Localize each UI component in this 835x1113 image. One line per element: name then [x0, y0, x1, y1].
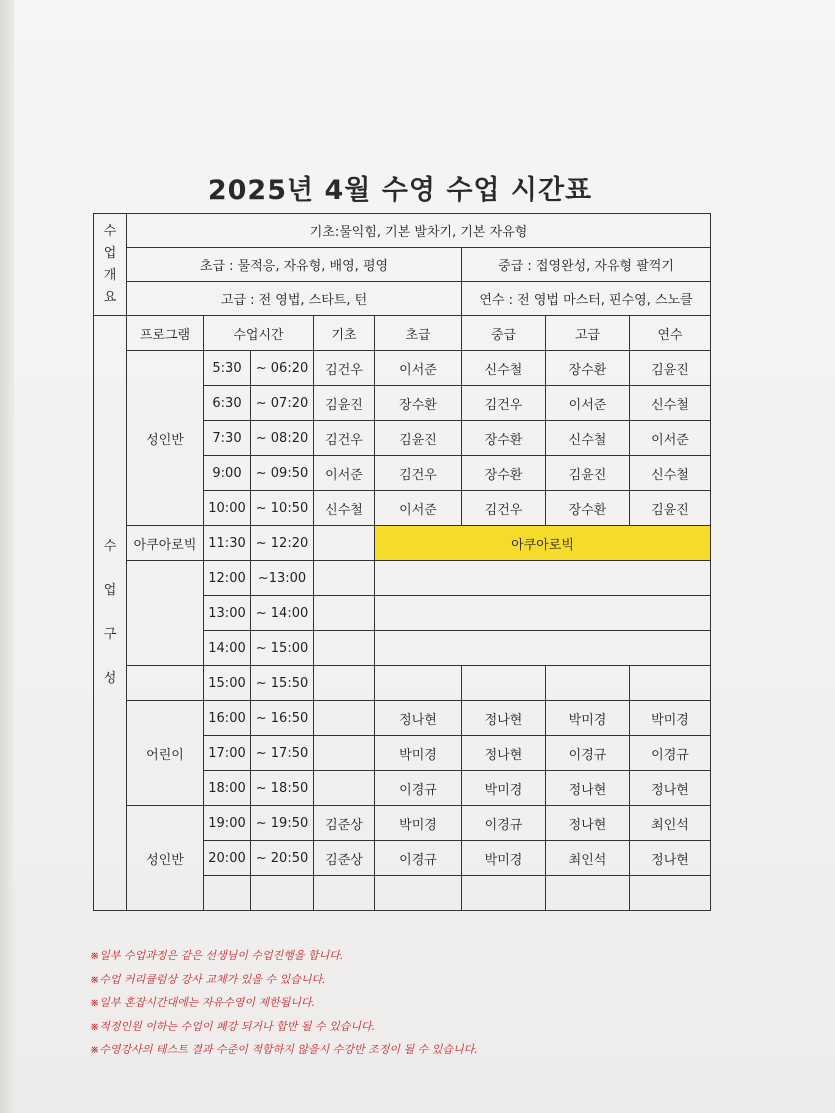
- instructor-cell: 김준상: [314, 841, 375, 876]
- empty-cell: [375, 666, 462, 701]
- time-end: ~ 06:20: [251, 351, 314, 386]
- instructor-cell: 최인석: [546, 841, 630, 876]
- instructor-cell: 신수철: [630, 456, 711, 491]
- overview-intermediate: 중급 : 접영완성, 자유형 팔꺽기: [462, 248, 711, 282]
- time-end: ~13:00: [251, 561, 314, 596]
- time-end: ~ 15:00: [251, 631, 314, 666]
- instructor-cell: 김윤진: [630, 491, 711, 526]
- table-row-empty: [94, 666, 711, 701]
- instructor-cell: 김준상: [314, 806, 375, 841]
- empty-cell: [630, 876, 711, 911]
- time-end: ~ 19:50: [251, 806, 314, 841]
- time-end: ~ 09:50: [251, 456, 314, 491]
- instructor-cell: 신수철: [546, 421, 630, 456]
- empty-cell: [375, 631, 711, 666]
- instructor-cell: 정나현: [546, 771, 630, 806]
- empty-cell: [314, 561, 375, 596]
- composition-side-label: 수 업 구 성: [94, 316, 127, 911]
- page-title: 2025년 4월 수영 수업 시간표: [207, 175, 593, 206]
- instructor-cell: 정나현: [546, 806, 630, 841]
- instructor-cell: 장수환: [546, 351, 630, 386]
- instructor-cell: 정나현: [630, 771, 711, 806]
- empty-cell: [375, 596, 711, 631]
- overview-training: 연수 : 전 영법 마스터, 핀수영, 스노클: [462, 282, 711, 316]
- overview-side-label: 수 업 개 요: [94, 214, 127, 316]
- instructor-cell: 박미경: [375, 736, 462, 771]
- empty-cell: [375, 876, 462, 911]
- instructor-cell: 김건우: [314, 421, 375, 456]
- instructor-cell: 이서준: [375, 491, 462, 526]
- instructor-cell: 최인석: [630, 806, 711, 841]
- overview-basic: 기초:물익힘, 기본 발차기, 기본 자유형: [127, 214, 711, 248]
- overview-advanced: 고급 : 전 영법, 스타트, 턴: [127, 282, 462, 316]
- overview-beginner: 초급 : 물적응, 자유형, 배영, 평영: [127, 248, 462, 282]
- instructor-cell: 이경규: [630, 736, 711, 771]
- instructor-cell: 박미경: [462, 841, 546, 876]
- empty-cell: [204, 876, 251, 911]
- instructor-cell: 김윤진: [375, 421, 462, 456]
- empty-cell: [462, 876, 546, 911]
- empty-cell: [630, 666, 711, 701]
- paper-edge: [0, 0, 14, 1113]
- instructor-cell: 장수환: [462, 456, 546, 491]
- header-basic: 기초: [314, 316, 375, 351]
- instructor-cell: 정나현: [462, 736, 546, 771]
- instructor-cell: 김윤진: [630, 351, 711, 386]
- overview-row-basic: [94, 214, 711, 248]
- header-beginner: 초급: [375, 316, 462, 351]
- header-time: 수업시간: [204, 316, 314, 351]
- table-row: [94, 701, 711, 736]
- notes-block: [90, 944, 478, 1062]
- time-end: ~ 20:50: [251, 841, 314, 876]
- note-line: ※수업 커리큘럼상 강사 교체가 있을 수 있습니다.: [90, 972, 326, 986]
- empty-cell: [314, 771, 375, 806]
- table-row-aqua: [94, 526, 711, 561]
- time-start: 5:30: [204, 351, 251, 386]
- instructor-cell: 박미경: [546, 701, 630, 736]
- instructor-cell: 김건우: [462, 491, 546, 526]
- instructor-cell: 이경규: [375, 841, 462, 876]
- empty-cell: [462, 666, 546, 701]
- instructor-cell: 신수철: [462, 351, 546, 386]
- header-row: [94, 316, 711, 351]
- program-adult-evening: 성인반: [127, 806, 204, 911]
- time-end: ~ 07:20: [251, 386, 314, 421]
- table-row-empty: [94, 561, 711, 596]
- time-start: 9:00: [204, 456, 251, 491]
- instructor-cell: 정나현: [375, 701, 462, 736]
- empty-cell: [314, 526, 375, 561]
- time-end: ~ 10:50: [251, 491, 314, 526]
- instructor-cell: 김건우: [314, 351, 375, 386]
- empty-cell: [314, 876, 375, 911]
- instructor-cell: 이서준: [375, 351, 462, 386]
- instructor-cell: 정나현: [630, 841, 711, 876]
- time-end: ~ 15:50: [251, 666, 314, 701]
- empty-cell: [314, 596, 375, 631]
- instructor-cell: 김윤진: [314, 386, 375, 421]
- time-start: 10:00: [204, 491, 251, 526]
- time-start: 16:00: [204, 701, 251, 736]
- empty-cell: [314, 736, 375, 771]
- instructor-cell: 장수환: [375, 386, 462, 421]
- table-row: [94, 806, 711, 841]
- time-start: 11:30: [204, 526, 251, 561]
- instructor-cell: 이경규: [462, 806, 546, 841]
- header-program: 프로그램: [127, 316, 204, 351]
- empty-cell: [314, 701, 375, 736]
- time-end: ~ 12:20: [251, 526, 314, 561]
- instructor-cell: 김건우: [462, 386, 546, 421]
- instructor-cell: 장수환: [546, 491, 630, 526]
- instructor-cell: 이서준: [314, 456, 375, 491]
- time-start: 7:30: [204, 421, 251, 456]
- empty-cell: [546, 666, 630, 701]
- time-start: 18:00: [204, 771, 251, 806]
- time-start: 17:00: [204, 736, 251, 771]
- instructor-cell: 신수철: [314, 491, 375, 526]
- empty-cell: [314, 666, 375, 701]
- aqua-highlight: 아쿠아로빅: [375, 526, 711, 561]
- header-intermediate: 중급: [462, 316, 546, 351]
- overview-row-3: [94, 282, 711, 316]
- instructor-cell: 박미경: [630, 701, 711, 736]
- time-start: 20:00: [204, 841, 251, 876]
- instructor-cell: 이경규: [546, 736, 630, 771]
- instructor-cell: 정나현: [462, 701, 546, 736]
- time-start: 13:00: [204, 596, 251, 631]
- program-empty: [127, 561, 204, 666]
- time-end: ~ 08:20: [251, 421, 314, 456]
- instructor-cell: 신수철: [630, 386, 711, 421]
- program-adult-morning: 성인반: [127, 351, 204, 526]
- instructor-cell: 이경규: [375, 771, 462, 806]
- time-end: ~ 14:00: [251, 596, 314, 631]
- instructor-cell: 이서준: [546, 386, 630, 421]
- time-start: 14:00: [204, 631, 251, 666]
- program-aqua: 아쿠아로빅: [127, 526, 204, 561]
- time-end: ~ 17:50: [251, 736, 314, 771]
- note-line: ※수영강사의 테스트 결과 수준이 적합하지 않을시 수강반 조정이 될 수 있습니다.: [90, 1043, 478, 1056]
- header-training: 연수: [630, 316, 711, 351]
- program-empty: [127, 666, 204, 701]
- time-start: 15:00: [204, 666, 251, 701]
- time-start: 19:00: [204, 806, 251, 841]
- instructor-cell: 이서준: [630, 421, 711, 456]
- instructor-cell: 김건우: [375, 456, 462, 491]
- program-children: 어린이: [127, 701, 204, 806]
- instructor-cell: 김윤진: [546, 456, 630, 491]
- schedule-table: [93, 213, 711, 911]
- empty-cell: [314, 631, 375, 666]
- instructor-cell: 박미경: [462, 771, 546, 806]
- header-advanced: 고급: [546, 316, 630, 351]
- empty-cell: [546, 876, 630, 911]
- note-line: ※적정인원 이하는 수업이 폐강 되거나 합반 될 수 있습니다.: [90, 1019, 376, 1033]
- note-line: ※일부 수업과정은 같은 선생님이 수업진행을 합니다.: [90, 949, 344, 962]
- table-row: [94, 351, 711, 386]
- overview-row-2: [94, 248, 711, 282]
- empty-cell: [251, 876, 314, 911]
- note-line: ※일부 혼잡시간대에는 자유수영이 제한됩니다.: [90, 996, 316, 1009]
- time-start: 6:30: [204, 386, 251, 421]
- instructor-cell: 장수환: [462, 421, 546, 456]
- time-start: 12:00: [204, 561, 251, 596]
- empty-cell: [375, 561, 711, 596]
- instructor-cell: 박미경: [375, 806, 462, 841]
- time-end: ~ 18:50: [251, 771, 314, 806]
- time-end: ~ 16:50: [251, 701, 314, 736]
